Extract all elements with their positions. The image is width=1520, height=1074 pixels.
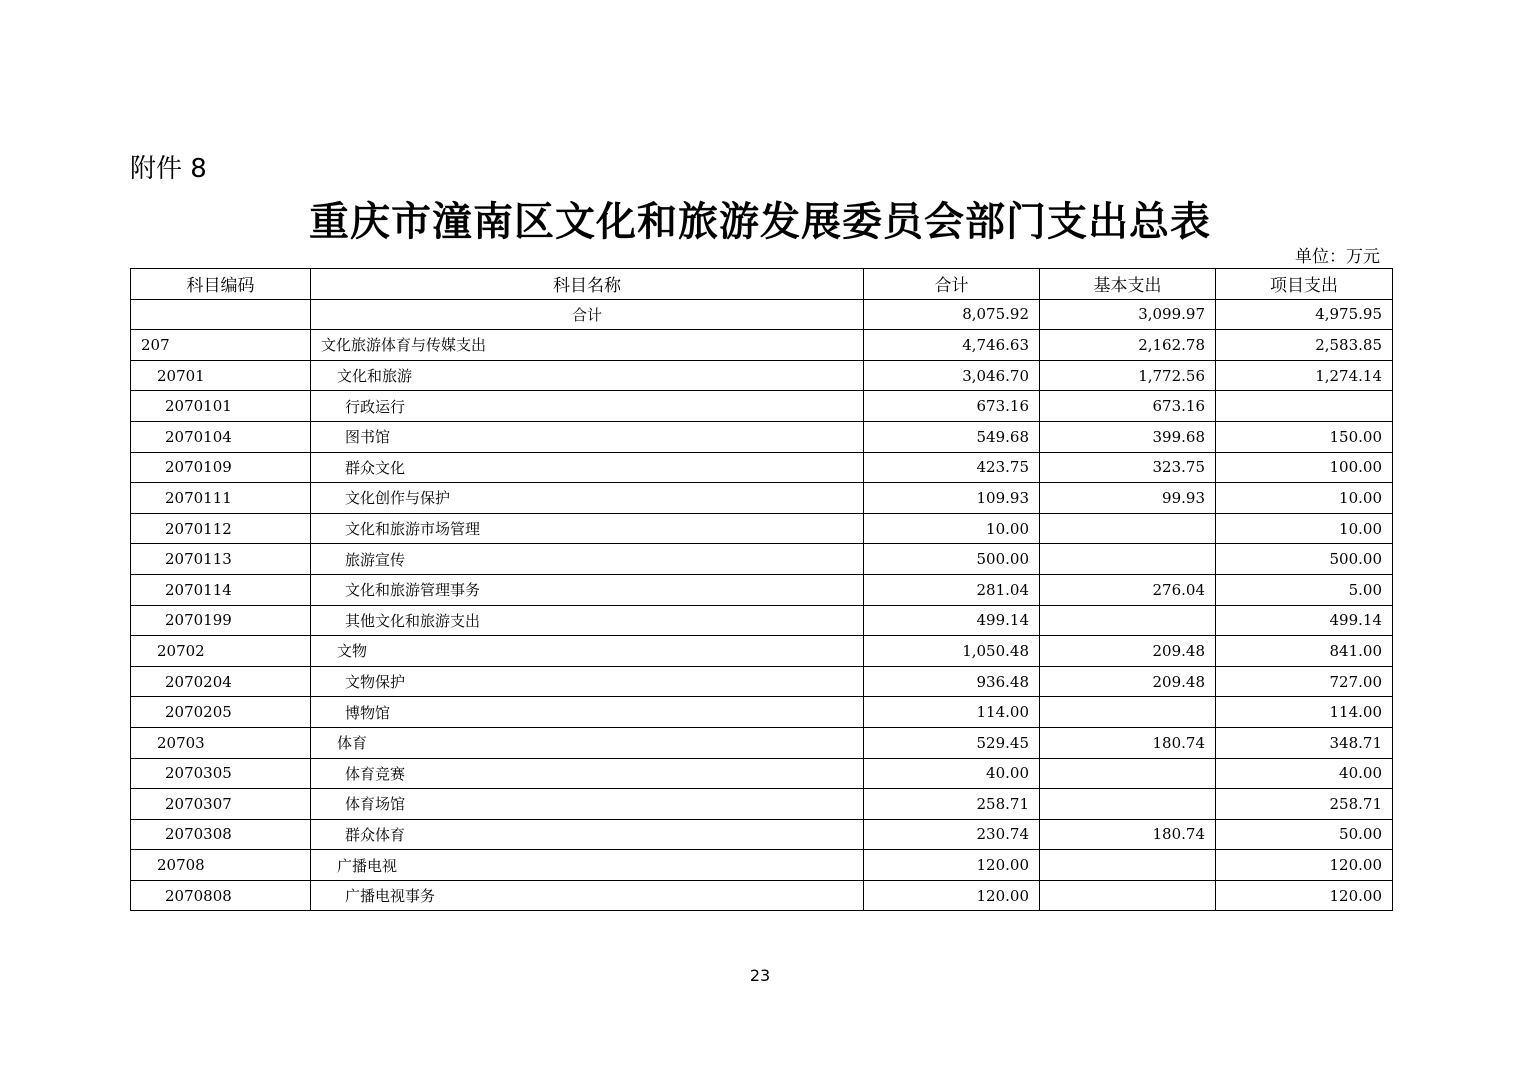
header-code: 科目编码 — [131, 269, 311, 300]
cell-basic: 209.48 — [1040, 636, 1216, 667]
table-row — [131, 574, 1393, 605]
cell-name: 合计 — [311, 299, 864, 330]
cell-basic: 276.04 — [1040, 574, 1216, 605]
table-row — [131, 605, 1393, 636]
cell-total: 1,050.48 — [864, 636, 1040, 667]
cell-project: 1,274.14 — [1216, 360, 1393, 391]
cell-basic: 399.68 — [1040, 421, 1216, 452]
total-row — [131, 299, 1393, 330]
table-row — [131, 544, 1393, 575]
cell-project: 841.00 — [1216, 636, 1393, 667]
cell-total: 258.71 — [864, 789, 1040, 820]
cell-code — [131, 299, 311, 330]
cell-name: 文物保护 — [311, 666, 864, 697]
cell-total: 529.45 — [864, 727, 1040, 758]
page-number: 23 — [749, 966, 771, 985]
cell-code: 2070204 — [131, 666, 311, 697]
cell-name: 图书馆 — [311, 421, 864, 452]
cell-name: 体育 — [311, 727, 864, 758]
header-name: 科目名称 — [311, 269, 864, 300]
cell-name: 广播电视 — [311, 850, 864, 881]
cell-total: 114.00 — [864, 697, 1040, 728]
cell-basic: 2,162.78 — [1040, 330, 1216, 361]
cell-code: 2070199 — [131, 605, 311, 636]
cell-total: 120.00 — [864, 850, 1040, 881]
table-row — [131, 850, 1393, 881]
expenditure-table — [130, 268, 1393, 911]
cell-project: 10.00 — [1216, 483, 1393, 514]
cell-basic — [1040, 880, 1216, 911]
cell-project: 348.71 — [1216, 727, 1393, 758]
cell-basic: 323.75 — [1040, 452, 1216, 483]
cell-basic — [1040, 513, 1216, 544]
cell-project: 258.71 — [1216, 789, 1393, 820]
cell-basic: 673.16 — [1040, 391, 1216, 422]
cell-project: 727.00 — [1216, 666, 1393, 697]
attachment-label: 附件 8 — [130, 154, 207, 184]
header-total: 合计 — [864, 269, 1040, 300]
cell-total: 673.16 — [864, 391, 1040, 422]
cell-total: 281.04 — [864, 574, 1040, 605]
cell-code: 2070305 — [131, 758, 311, 789]
table-header-row — [131, 269, 1393, 300]
cell-basic: 180.74 — [1040, 819, 1216, 850]
cell-basic — [1040, 758, 1216, 789]
cell-total: 8,075.92 — [864, 299, 1040, 330]
cell-code: 2070101 — [131, 391, 311, 422]
cell-code: 20701 — [131, 360, 311, 391]
table-row — [131, 727, 1393, 758]
unit-label: 单位：万元 — [1295, 247, 1380, 267]
cell-name: 旅游宣传 — [311, 544, 864, 575]
cell-code: 2070114 — [131, 574, 311, 605]
cell-basic — [1040, 850, 1216, 881]
cell-code: 2070109 — [131, 452, 311, 483]
cell-project: 499.14 — [1216, 605, 1393, 636]
cell-total: 10.00 — [864, 513, 1040, 544]
cell-name: 文物 — [311, 636, 864, 667]
cell-basic — [1040, 544, 1216, 575]
table-row — [131, 360, 1393, 391]
cell-code: 2070308 — [131, 819, 311, 850]
cell-total: 4,746.63 — [864, 330, 1040, 361]
cell-code: 20708 — [131, 850, 311, 881]
cell-name: 文化创作与保护 — [311, 483, 864, 514]
cell-basic: 209.48 — [1040, 666, 1216, 697]
table-row — [131, 758, 1393, 789]
cell-total: 499.14 — [864, 605, 1040, 636]
cell-project: 4,975.95 — [1216, 299, 1393, 330]
table-row — [131, 391, 1393, 422]
cell-name: 行政运行 — [311, 391, 864, 422]
cell-total: 230.74 — [864, 819, 1040, 850]
cell-project: 150.00 — [1216, 421, 1393, 452]
page-title: 重庆市潼南区文化和旅游发展委员会部门支出总表 — [309, 198, 1211, 245]
cell-total: 3,046.70 — [864, 360, 1040, 391]
cell-name: 群众体育 — [311, 819, 864, 850]
table-row — [131, 697, 1393, 728]
cell-project — [1216, 391, 1393, 422]
cell-code: 2070808 — [131, 880, 311, 911]
cell-project: 5.00 — [1216, 574, 1393, 605]
cell-project: 2,583.85 — [1216, 330, 1393, 361]
cell-project: 120.00 — [1216, 850, 1393, 881]
cell-basic: 3,099.97 — [1040, 299, 1216, 330]
cell-name: 文化旅游体育与传媒支出 — [311, 330, 864, 361]
cell-name: 文化和旅游市场管理 — [311, 513, 864, 544]
cell-name: 体育场馆 — [311, 789, 864, 820]
cell-total: 120.00 — [864, 880, 1040, 911]
cell-basic: 99.93 — [1040, 483, 1216, 514]
cell-name: 博物馆 — [311, 697, 864, 728]
table-row — [131, 636, 1393, 667]
cell-name: 其他文化和旅游支出 — [311, 605, 864, 636]
table-row — [131, 666, 1393, 697]
cell-total: 109.93 — [864, 483, 1040, 514]
table-row — [131, 819, 1393, 850]
cell-project: 10.00 — [1216, 513, 1393, 544]
cell-name: 广播电视事务 — [311, 880, 864, 911]
table-row — [131, 421, 1393, 452]
table-row — [131, 483, 1393, 514]
cell-code: 207 — [131, 330, 311, 361]
cell-code: 2070113 — [131, 544, 311, 575]
cell-basic: 1,772.56 — [1040, 360, 1216, 391]
header-basic: 基本支出 — [1040, 269, 1216, 300]
cell-code: 2070112 — [131, 513, 311, 544]
cell-project: 120.00 — [1216, 880, 1393, 911]
table-row — [131, 452, 1393, 483]
cell-project: 50.00 — [1216, 819, 1393, 850]
cell-basic: 180.74 — [1040, 727, 1216, 758]
cell-total: 936.48 — [864, 666, 1040, 697]
cell-code: 2070205 — [131, 697, 311, 728]
cell-name: 体育竞赛 — [311, 758, 864, 789]
cell-name: 文化和旅游 — [311, 360, 864, 391]
header-project: 项目支出 — [1216, 269, 1393, 300]
cell-total: 549.68 — [864, 421, 1040, 452]
cell-code: 2070307 — [131, 789, 311, 820]
cell-basic — [1040, 605, 1216, 636]
table-row — [131, 513, 1393, 544]
cell-code: 2070111 — [131, 483, 311, 514]
cell-project: 500.00 — [1216, 544, 1393, 575]
cell-name: 文化和旅游管理事务 — [311, 574, 864, 605]
cell-basic — [1040, 789, 1216, 820]
cell-code: 2070104 — [131, 421, 311, 452]
cell-total: 40.00 — [864, 758, 1040, 789]
table-row — [131, 789, 1393, 820]
table-row — [131, 330, 1393, 361]
cell-project: 114.00 — [1216, 697, 1393, 728]
cell-project: 40.00 — [1216, 758, 1393, 789]
cell-code: 20703 — [131, 727, 311, 758]
cell-total: 500.00 — [864, 544, 1040, 575]
cell-project: 100.00 — [1216, 452, 1393, 483]
cell-basic — [1040, 697, 1216, 728]
cell-name: 群众文化 — [311, 452, 864, 483]
cell-code: 20702 — [131, 636, 311, 667]
cell-total: 423.75 — [864, 452, 1040, 483]
table-row — [131, 880, 1393, 911]
